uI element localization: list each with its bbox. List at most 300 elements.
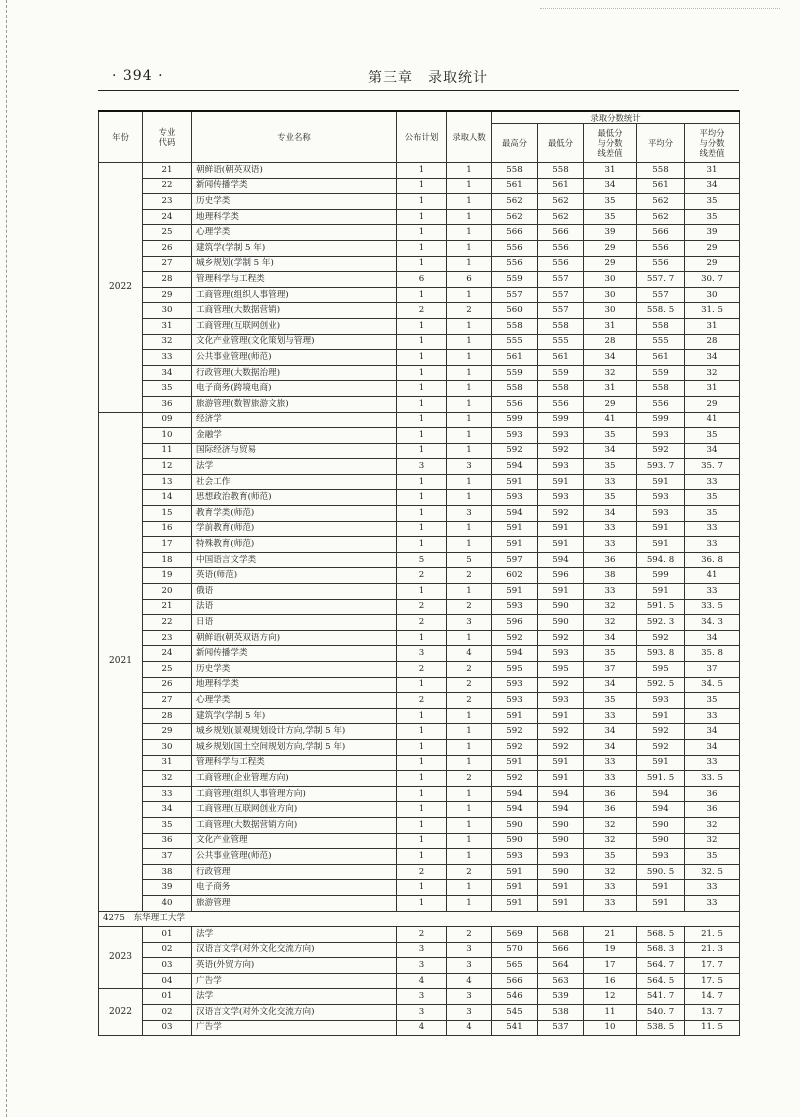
min-diff-cell: 29: [584, 256, 637, 272]
avg-diff-cell: 21. 5: [685, 927, 740, 943]
max-cell: 570: [492, 942, 538, 958]
plan-cell: 3: [397, 1005, 447, 1021]
table-row: [99, 412, 740, 428]
min-diff-cell: 32: [584, 833, 637, 849]
plan-cell: 1: [397, 194, 447, 210]
max-cell: 555: [492, 334, 538, 350]
header-code: 专业 代码: [143, 111, 192, 163]
min-diff-cell: 35: [584, 693, 637, 709]
min-diff-cell: 16: [584, 973, 637, 989]
table-row: [99, 942, 740, 958]
name-cell: 朝鲜语(朝英双语): [192, 163, 397, 179]
max-cell: 569: [492, 927, 538, 943]
plan-cell: 1: [397, 225, 447, 241]
table-row: [99, 880, 740, 896]
admitted-cell: 1: [447, 194, 492, 210]
admitted-cell: 1: [447, 365, 492, 381]
max-cell: 595: [492, 662, 538, 678]
table-row: [99, 864, 740, 880]
avg-diff-cell: 11. 5: [685, 1020, 740, 1036]
min-cell: 593: [538, 428, 584, 444]
min-diff-cell: 29: [584, 396, 637, 412]
code-cell: 27: [143, 693, 192, 709]
university-divider: [99, 911, 740, 927]
min-cell: 563: [538, 973, 584, 989]
min-diff-cell: 19: [584, 942, 637, 958]
plan-cell: 1: [397, 537, 447, 553]
avg-diff-cell: 32: [685, 833, 740, 849]
code-cell: 18: [143, 552, 192, 568]
table-row: [99, 584, 740, 600]
table-row: [99, 537, 740, 553]
plan-cell: 1: [397, 521, 447, 537]
code-cell: 40: [143, 895, 192, 911]
admitted-cell: 3: [447, 1005, 492, 1021]
min-diff-cell: 38: [584, 568, 637, 584]
plan-cell: 1: [397, 240, 447, 256]
min-diff-cell: 35: [584, 194, 637, 210]
table-row: [99, 755, 740, 771]
max-cell: 591: [492, 895, 538, 911]
admitted-cell: 1: [447, 880, 492, 896]
code-cell: 16: [143, 521, 192, 537]
min-cell: 592: [538, 443, 584, 459]
code-cell: 39: [143, 880, 192, 896]
table-row: [99, 428, 740, 444]
avg-cell: 541. 7: [637, 989, 685, 1005]
table-row: [99, 724, 740, 740]
code-cell: 12: [143, 459, 192, 475]
table-row: [99, 225, 740, 241]
avg-cell: 566: [637, 225, 685, 241]
min-cell: 566: [538, 225, 584, 241]
avg-cell: 592: [637, 724, 685, 740]
min-diff-cell: 10: [584, 1020, 637, 1036]
min-diff-cell: 32: [584, 864, 637, 880]
name-cell: 汉语言文学(对外文化交流方向): [192, 942, 397, 958]
table-row: [99, 958, 740, 974]
avg-cell: 555: [637, 334, 685, 350]
max-cell: 596: [492, 615, 538, 631]
code-cell: 35: [143, 817, 192, 833]
min-diff-cell: 34: [584, 443, 637, 459]
max-cell: 597: [492, 552, 538, 568]
avg-diff-cell: 33: [685, 895, 740, 911]
avg-diff-cell: 30: [685, 287, 740, 303]
min-diff-cell: 34: [584, 677, 637, 693]
min-diff-cell: 36: [584, 802, 637, 818]
code-cell: 27: [143, 256, 192, 272]
admitted-cell: 1: [447, 833, 492, 849]
code-cell: 13: [143, 474, 192, 490]
admitted-cell: 1: [447, 849, 492, 865]
max-cell: 592: [492, 739, 538, 755]
code-cell: 28: [143, 708, 192, 724]
admitted-cell: 1: [447, 802, 492, 818]
avg-cell: 594. 8: [637, 552, 685, 568]
admitted-cell: 3: [447, 989, 492, 1005]
min-cell: 591: [538, 755, 584, 771]
max-cell: 599: [492, 412, 538, 428]
admitted-cell: 1: [447, 755, 492, 771]
code-cell: 23: [143, 630, 192, 646]
min-diff-cell: 35: [584, 459, 637, 475]
code-cell: 30: [143, 303, 192, 319]
avg-cell: 591. 5: [637, 599, 685, 615]
max-cell: 593: [492, 428, 538, 444]
table-row: [99, 163, 740, 179]
min-cell: 591: [538, 521, 584, 537]
min-cell: 590: [538, 615, 584, 631]
plan-cell: 1: [397, 802, 447, 818]
avg-cell: 591: [637, 537, 685, 553]
avg-diff-cell: 28: [685, 334, 740, 350]
table-row: [99, 1020, 740, 1036]
admitted-cell: 1: [447, 537, 492, 553]
min-diff-cell: 34: [584, 506, 637, 522]
code-cell: 36: [143, 833, 192, 849]
table-row: [99, 506, 740, 522]
admitted-cell: 1: [447, 256, 492, 272]
code-cell: 33: [143, 350, 192, 366]
plan-cell: 2: [397, 693, 447, 709]
min-cell: 594: [538, 786, 584, 802]
min-cell: 590: [538, 833, 584, 849]
min-cell: 590: [538, 817, 584, 833]
table-row: [99, 521, 740, 537]
avg-diff-cell: 30. 7: [685, 272, 740, 288]
avg-cell: 558. 5: [637, 303, 685, 319]
code-cell: 28: [143, 272, 192, 288]
code-cell: 21: [143, 163, 192, 179]
name-cell: 电子商务: [192, 880, 397, 896]
avg-diff-cell: 32: [685, 365, 740, 381]
avg-diff-cell: 32. 5: [685, 864, 740, 880]
max-cell: 566: [492, 225, 538, 241]
avg-cell: 561: [637, 178, 685, 194]
max-cell: 562: [492, 209, 538, 225]
min-cell: 557: [538, 287, 584, 303]
min-diff-cell: 34: [584, 350, 637, 366]
admitted-cell: 1: [447, 178, 492, 194]
plan-cell: 2: [397, 864, 447, 880]
plan-cell: 1: [397, 630, 447, 646]
name-cell: 工商管理(大数据营销): [192, 303, 397, 319]
plan-cell: 1: [397, 849, 447, 865]
min-diff-cell: 32: [584, 817, 637, 833]
table-row: [99, 272, 740, 288]
admitted-cell: 1: [447, 630, 492, 646]
plan-cell: 1: [397, 365, 447, 381]
table-row: [99, 350, 740, 366]
max-cell: 561: [492, 350, 538, 366]
max-cell: 591: [492, 537, 538, 553]
min-cell: 555: [538, 334, 584, 350]
name-cell: 汉语言文学(对外文化交流方向): [192, 1005, 397, 1021]
admitted-cell: 4: [447, 646, 492, 662]
max-cell: 593: [492, 599, 538, 615]
avg-diff-cell: 13. 7: [685, 1005, 740, 1021]
min-diff-cell: 34: [584, 724, 637, 740]
name-cell: 英语(外贸方向): [192, 958, 397, 974]
code-cell: 03: [143, 1020, 192, 1036]
plan-cell: 1: [397, 350, 447, 366]
min-cell: 539: [538, 989, 584, 1005]
avg-cell: 591: [637, 895, 685, 911]
code-cell: 31: [143, 755, 192, 771]
min-cell: 566: [538, 942, 584, 958]
min-diff-cell: 31: [584, 163, 637, 179]
admitted-cell: 1: [447, 490, 492, 506]
name-cell: 管理科学与工程类: [192, 755, 397, 771]
min-diff-cell: 35: [584, 490, 637, 506]
avg-cell: 591. 5: [637, 771, 685, 787]
plan-cell: 1: [397, 786, 447, 802]
min-diff-cell: 34: [584, 630, 637, 646]
code-cell: 23: [143, 194, 192, 210]
table-row: [99, 833, 740, 849]
header-year: 年份: [99, 111, 143, 163]
max-cell: 560: [492, 303, 538, 319]
name-cell: 建筑学(学制 5 年): [192, 708, 397, 724]
avg-diff-cell: 29: [685, 240, 740, 256]
name-cell: 历史学类: [192, 662, 397, 678]
plan-cell: 1: [397, 755, 447, 771]
name-cell: 地理科学类: [192, 209, 397, 225]
min-cell: 561: [538, 350, 584, 366]
table-row: [99, 396, 740, 412]
min-diff-cell: 21: [584, 927, 637, 943]
plan-cell: 4: [397, 973, 447, 989]
admitted-cell: 1: [447, 334, 492, 350]
min-cell: 557: [538, 303, 584, 319]
name-cell: 俄语: [192, 584, 397, 600]
avg-diff-cell: 35: [685, 490, 740, 506]
min-cell: 594: [538, 802, 584, 818]
code-cell: 25: [143, 225, 192, 241]
min-cell: 593: [538, 849, 584, 865]
name-cell: 新闻传播学类: [192, 646, 397, 662]
avg-cell: 558: [637, 381, 685, 397]
min-diff-cell: 33: [584, 755, 637, 771]
name-cell: 文化产业管理(文化策划与管理): [192, 334, 397, 350]
name-cell: 英语(师范): [192, 568, 397, 584]
avg-cell: 556: [637, 256, 685, 272]
min-diff-cell: 32: [584, 615, 637, 631]
min-diff-cell: 33: [584, 474, 637, 490]
min-cell: 595: [538, 662, 584, 678]
name-cell: 电子商务(跨境电商): [192, 381, 397, 397]
table-row: [99, 786, 740, 802]
table-row: [99, 817, 740, 833]
min-cell: 562: [538, 194, 584, 210]
name-cell: 行政管理: [192, 864, 397, 880]
avg-cell: 593. 7: [637, 459, 685, 475]
min-cell: 556: [538, 396, 584, 412]
min-cell: 561: [538, 178, 584, 194]
avg-cell: 594: [637, 802, 685, 818]
page-header: [98, 66, 739, 91]
name-cell: 金融学: [192, 428, 397, 444]
avg-cell: 592. 5: [637, 677, 685, 693]
code-cell: 35: [143, 381, 192, 397]
name-cell: 行政管理(大数据治理): [192, 365, 397, 381]
admitted-cell: 1: [447, 521, 492, 537]
code-cell: 14: [143, 490, 192, 506]
table-row: [99, 973, 740, 989]
name-cell: 旅游管理: [192, 895, 397, 911]
min-diff-cell: 33: [584, 708, 637, 724]
min-cell: 556: [538, 240, 584, 256]
avg-diff-cell: 33: [685, 880, 740, 896]
max-cell: 556: [492, 240, 538, 256]
avg-cell: 592: [637, 443, 685, 459]
avg-diff-cell: 31: [685, 163, 740, 179]
name-cell: 广告学: [192, 1020, 397, 1036]
admitted-cell: 1: [447, 817, 492, 833]
year-cell: 2023: [99, 927, 143, 989]
min-cell: 590: [538, 864, 584, 880]
min-diff-cell: 36: [584, 786, 637, 802]
plan-cell: 2: [397, 927, 447, 943]
year-cell: 2022: [99, 989, 143, 1036]
max-cell: 545: [492, 1005, 538, 1021]
code-cell: 04: [143, 973, 192, 989]
max-cell: 558: [492, 318, 538, 334]
name-cell: 日语: [192, 615, 397, 631]
admitted-cell: 1: [447, 428, 492, 444]
code-cell: 31: [143, 318, 192, 334]
avg-diff-cell: 14. 7: [685, 989, 740, 1005]
avg-cell: 591: [637, 521, 685, 537]
table-row: [99, 630, 740, 646]
avg-cell: 592. 3: [637, 615, 685, 631]
min-cell: 564: [538, 958, 584, 974]
name-cell: 经济学: [192, 412, 397, 428]
name-cell: 管理科学与工程类: [192, 272, 397, 288]
admitted-cell: 4: [447, 973, 492, 989]
max-cell: 591: [492, 864, 538, 880]
avg-cell: 561: [637, 350, 685, 366]
code-cell: 26: [143, 240, 192, 256]
table-row: [99, 662, 740, 678]
name-cell: 城乡规划(学制 5 年): [192, 256, 397, 272]
name-cell: 法语: [192, 599, 397, 615]
university-name: 4275 东华理工大学: [99, 911, 740, 927]
header-plan: 公布计划: [397, 111, 447, 163]
min-cell: 559: [538, 365, 584, 381]
name-cell: 工商管理(企业管理方向): [192, 771, 397, 787]
max-cell: 565: [492, 958, 538, 974]
name-cell: 工商管理(组织人事管理方向): [192, 786, 397, 802]
avg-diff-cell: 33: [685, 584, 740, 600]
avg-diff-cell: 33. 5: [685, 771, 740, 787]
table-row: [99, 287, 740, 303]
plan-cell: 1: [397, 739, 447, 755]
max-cell: 593: [492, 490, 538, 506]
avg-diff-cell: 34: [685, 443, 740, 459]
plan-cell: 1: [397, 178, 447, 194]
code-cell: 15: [143, 506, 192, 522]
min-cell: 591: [538, 584, 584, 600]
avg-diff-cell: 34: [685, 739, 740, 755]
code-cell: 01: [143, 927, 192, 943]
avg-cell: 559: [637, 365, 685, 381]
table-row: [99, 209, 740, 225]
avg-cell: 592: [637, 739, 685, 755]
avg-cell: 591: [637, 584, 685, 600]
min-cell: 558: [538, 318, 584, 334]
avg-cell: 564. 5: [637, 973, 685, 989]
avg-cell: 562: [637, 194, 685, 210]
min-cell: 596: [538, 568, 584, 584]
admitted-cell: 1: [447, 474, 492, 490]
table-row: [99, 459, 740, 475]
max-cell: 566: [492, 973, 538, 989]
name-cell: 思想政治教育(师范): [192, 490, 397, 506]
code-cell: 17: [143, 537, 192, 553]
name-cell: 文化产业管理: [192, 833, 397, 849]
min-diff-cell: 41: [584, 412, 637, 428]
max-cell: 593: [492, 693, 538, 709]
admitted-cell: 1: [447, 381, 492, 397]
avg-cell: 593: [637, 506, 685, 522]
admitted-cell: 1: [447, 240, 492, 256]
table-row: [99, 256, 740, 272]
page-number: · 394 ·: [112, 68, 164, 84]
min-cell: 592: [538, 630, 584, 646]
min-cell: 562: [538, 209, 584, 225]
name-cell: 教育学类(师范): [192, 506, 397, 522]
plan-cell: 2: [397, 303, 447, 319]
plan-cell: 3: [397, 942, 447, 958]
min-cell: 599: [538, 412, 584, 428]
avg-diff-cell: 32: [685, 817, 740, 833]
code-cell: 29: [143, 724, 192, 740]
plan-cell: 1: [397, 334, 447, 350]
avg-cell: 557: [637, 287, 685, 303]
avg-cell: 593: [637, 693, 685, 709]
min-cell: 558: [538, 163, 584, 179]
avg-diff-cell: 17. 5: [685, 973, 740, 989]
min-cell: 593: [538, 646, 584, 662]
min-diff-cell: 32: [584, 365, 637, 381]
admitted-cell: 2: [447, 927, 492, 943]
avg-diff-cell: 17. 7: [685, 958, 740, 974]
min-diff-cell: 29: [584, 240, 637, 256]
scan-artifact: [540, 8, 780, 15]
max-cell: 546: [492, 989, 538, 1005]
admitted-cell: 2: [447, 864, 492, 880]
plan-cell: 3: [397, 646, 447, 662]
code-cell: 22: [143, 178, 192, 194]
admitted-cell: 1: [447, 739, 492, 755]
avg-diff-cell: 36: [685, 786, 740, 802]
admitted-cell: 1: [447, 895, 492, 911]
min-cell: 591: [538, 537, 584, 553]
avg-cell: 593: [637, 849, 685, 865]
plan-cell: 1: [397, 506, 447, 522]
max-cell: 561: [492, 178, 538, 194]
table-row: [99, 490, 740, 506]
name-cell: 工商管理(大数据营销方向): [192, 817, 397, 833]
min-cell: 537: [538, 1020, 584, 1036]
admitted-cell: 2: [447, 599, 492, 615]
avg-cell: 593: [637, 490, 685, 506]
admitted-cell: 1: [447, 412, 492, 428]
name-cell: 建筑学(学制 5 年): [192, 240, 397, 256]
max-cell: 592: [492, 724, 538, 740]
